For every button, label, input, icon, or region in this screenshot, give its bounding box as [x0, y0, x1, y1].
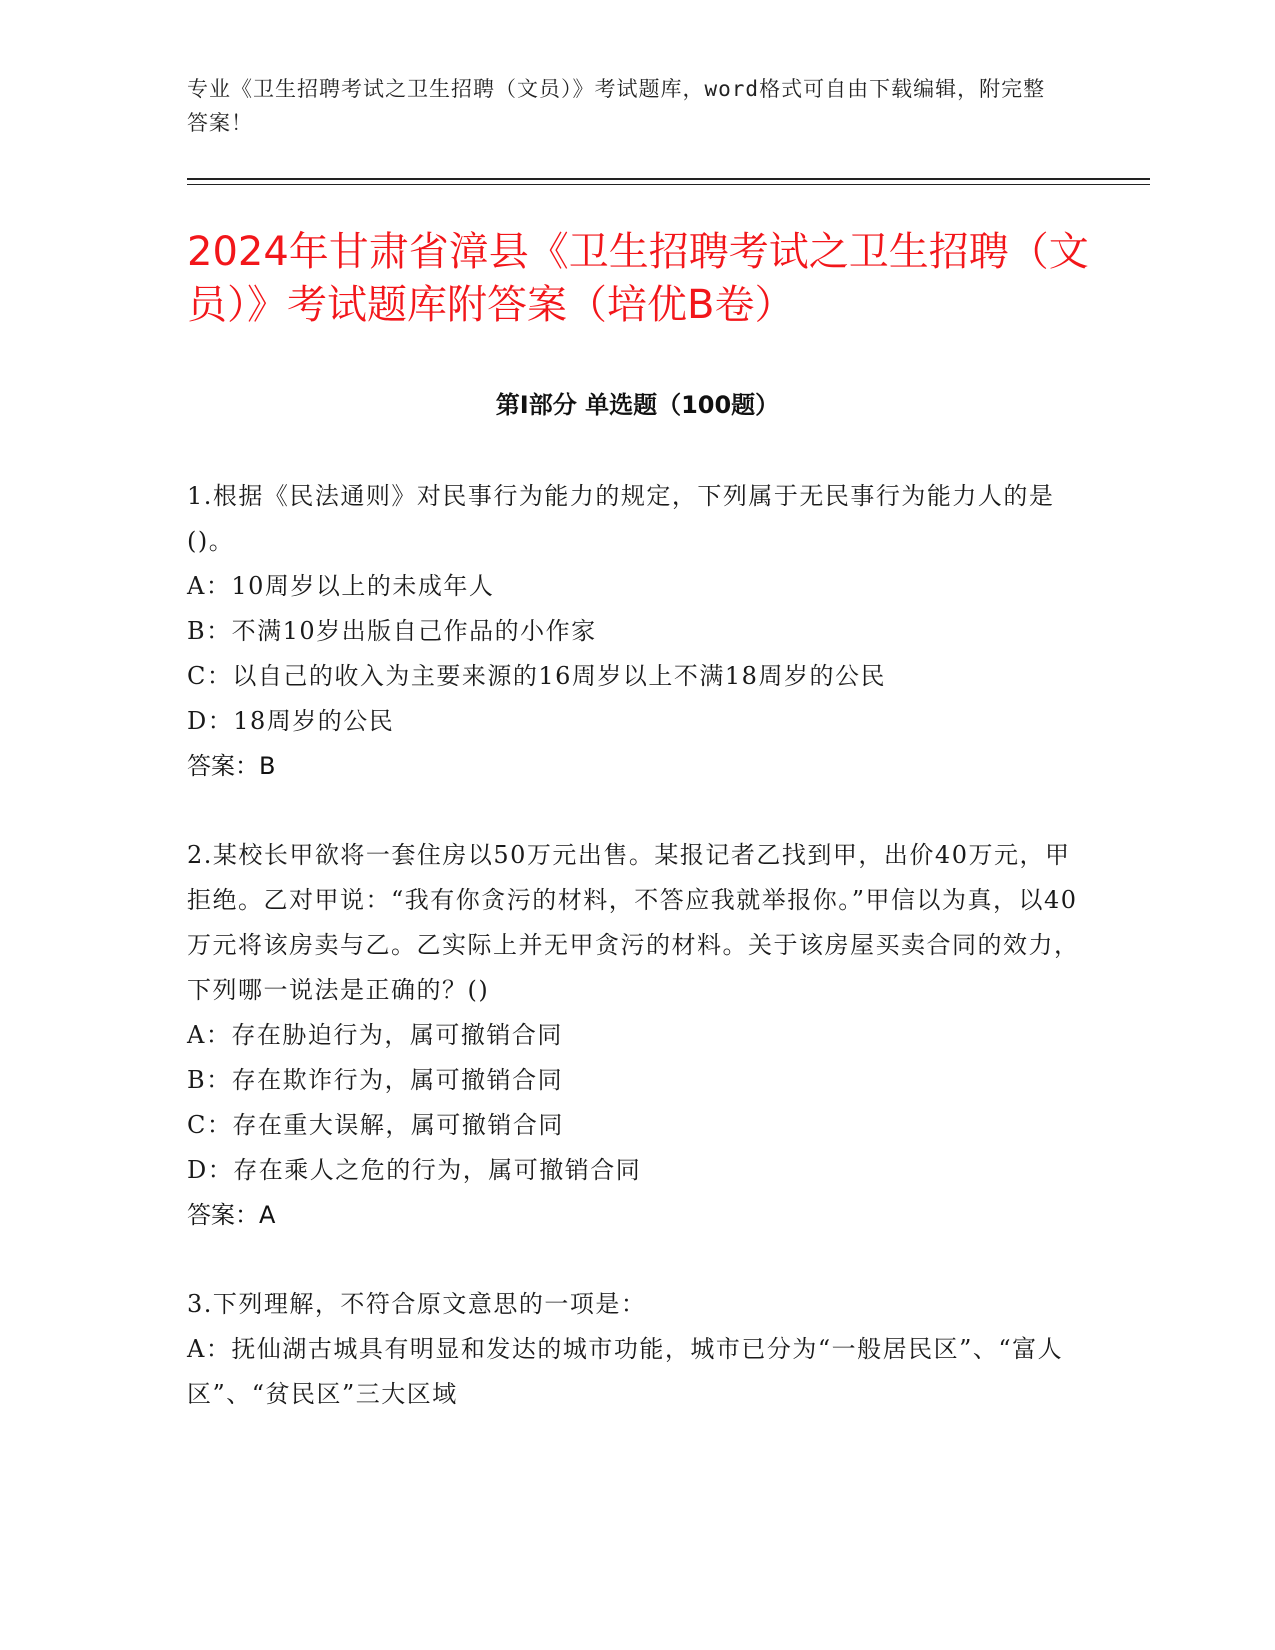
option-d: D：存在乘人之危的行为，属可撤销合同 — [187, 1156, 642, 1184]
question-1 — [187, 474, 1087, 789]
option-c: C：存在重大误解，属可撤销合同 — [187, 1111, 564, 1139]
question-3 — [187, 1282, 1087, 1417]
answer: 答案：B — [187, 752, 276, 780]
question-list — [187, 474, 1087, 1461]
option-b: B：存在欺诈行为，属可撤销合同 — [187, 1066, 564, 1094]
header-note: 专业《卫生招聘考试之卫生招聘（文员）》考试题库，word格式可自由下载编辑，附完整答案！ — [187, 77, 1046, 135]
question-2 — [187, 833, 1087, 1238]
question-stem: 2.某校长甲欲将一套住房以50万元出售。某报记者乙找到甲，出价40万元，甲拒绝。乙对甲说：“我有你贪污的材料，不答应我就举报你。”甲信以为真，以40万元将该房卖与乙。乙实际上并无甲贪污的材料。关于该房屋买卖合同的效力，下列哪一说法是正确的？() — [187, 841, 1080, 1004]
option-a: A：10周岁以上的未成年人 — [187, 572, 495, 600]
header-divider-thick — [187, 178, 1150, 180]
option-b: B：不满10岁出版自己作品的小作家 — [187, 617, 597, 645]
option-c: C：以自己的收入为主要来源的16周岁以上不满18周岁的公民 — [187, 662, 886, 690]
answer: 答案：A — [187, 1201, 276, 1229]
option-a: A：存在胁迫行为，属可撤销合同 — [187, 1021, 563, 1049]
option-a: A：抚仙湖古城具有明显和发达的城市功能，城市已分为“一般居民区”、“富人区”、“贫民区”三大区域 — [187, 1335, 1064, 1408]
header-divider-thin — [187, 184, 1150, 185]
section-title: 第I部分 单选题（100题） — [495, 391, 780, 419]
question-stem: 1.根据《民法通则》对民事行为能力的规定，下列属于无民事行为能力人的是()。 — [187, 482, 1055, 555]
document-title: 2024年甘肃省漳县《卫生招聘考试之卫生招聘（文员）》考试题库附答案（培优B卷） — [187, 229, 1089, 328]
option-d: D：18周岁的公民 — [187, 707, 395, 735]
question-stem: 3.下列理解，不符合原文意思的一项是： — [187, 1290, 647, 1318]
